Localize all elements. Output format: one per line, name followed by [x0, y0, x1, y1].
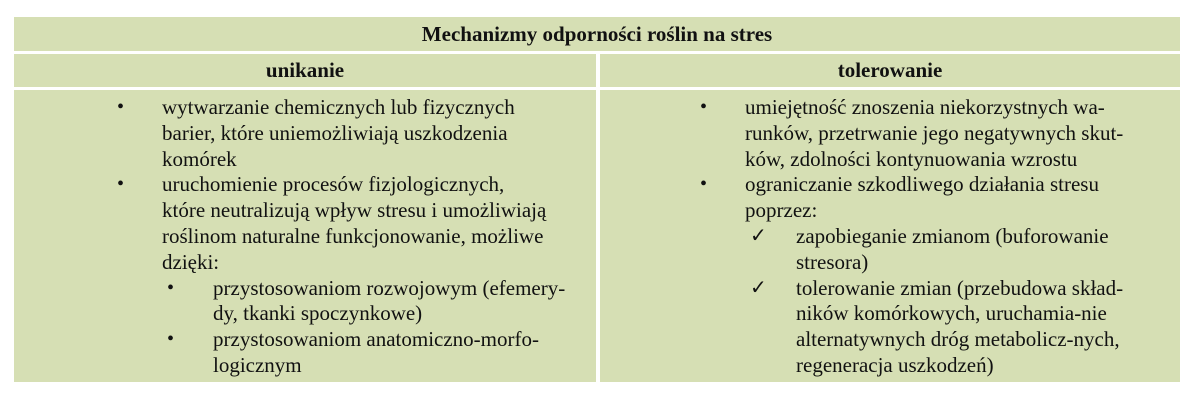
item-text-line: alternatywnych dróg metabolicz-nych, [796, 327, 1120, 352]
list-item [14, 172, 596, 275]
table-title: Mechanizmy odporności roślin na stres [421, 21, 773, 46]
item-text-line: przystosowaniom rozwojowym (efemery- [213, 275, 566, 300]
avoidance-column [14, 95, 596, 379]
tolerance-column [600, 95, 1180, 379]
header-avoidance: unikanie [265, 58, 345, 82]
item-text-line: regeneracja uszkodzeń) [796, 352, 994, 377]
item-text-line: stresora) [796, 249, 869, 274]
item-text-line: dy, tkanki spoczynkowe) [213, 301, 423, 326]
item-text-line: ograniczanie szkodliwego działania stresu [745, 172, 1099, 197]
bullet-icon: • [117, 96, 125, 118]
item-text-line: które neutralizują wpływ stresu i umożliwiają [162, 198, 547, 223]
item-text-line: wytwarzanie chemicznych lub fizycznych [162, 95, 515, 119]
item-text-line: ków, zdolności kontynuowania wzrostu [745, 146, 1078, 171]
bullet-icon: • [117, 173, 125, 196]
sub-list-item [14, 276, 596, 328]
bullet-icon: • [700, 96, 708, 118]
bullet-icon: • [700, 173, 708, 196]
item-text-line: uruchomienie procesów fizjologicznych, [162, 172, 505, 197]
check-list-item [600, 224, 1180, 276]
item-text-line: zapobieganie zmianom (buforowanie [796, 223, 1109, 248]
stress-resistance-table [14, 17, 1180, 382]
item-text-line: poprzez: [745, 198, 818, 223]
sub-list-item [14, 327, 596, 379]
item-text-line: logicznym [213, 352, 302, 377]
item-text-line: runków, przetrwanie jego negatywnych skut- [745, 120, 1124, 145]
check-list-item [600, 276, 1180, 379]
item-text-line: przystosowaniom anatomiczno-morfo- [213, 327, 539, 352]
item-text-line: komórek [162, 146, 237, 171]
checkmark-icon: ✓ [750, 276, 767, 299]
bullet-icon: • [167, 328, 175, 351]
list-item [600, 172, 1180, 224]
item-text-line: roślinom naturalne funkcjonowanie, możliwe [162, 223, 544, 248]
item-text-line: umiejętność znoszenia niekorzystnych wa- [745, 95, 1105, 119]
item-text-line: barier, które uniemożliwiają uszkodzenia [162, 120, 508, 145]
list-item [600, 95, 1180, 172]
header-tolerance: tolerowanie [837, 58, 943, 82]
checkmark-icon: ✓ [750, 224, 767, 247]
list-item [14, 95, 596, 172]
item-text-line: ników komórkowych, uruchamia-nie [796, 301, 1107, 326]
item-text-line: tolerowanie zmian (przebudowa skład- [796, 275, 1124, 300]
item-text-line: dzięki: [162, 249, 220, 274]
bullet-icon: • [167, 276, 175, 299]
